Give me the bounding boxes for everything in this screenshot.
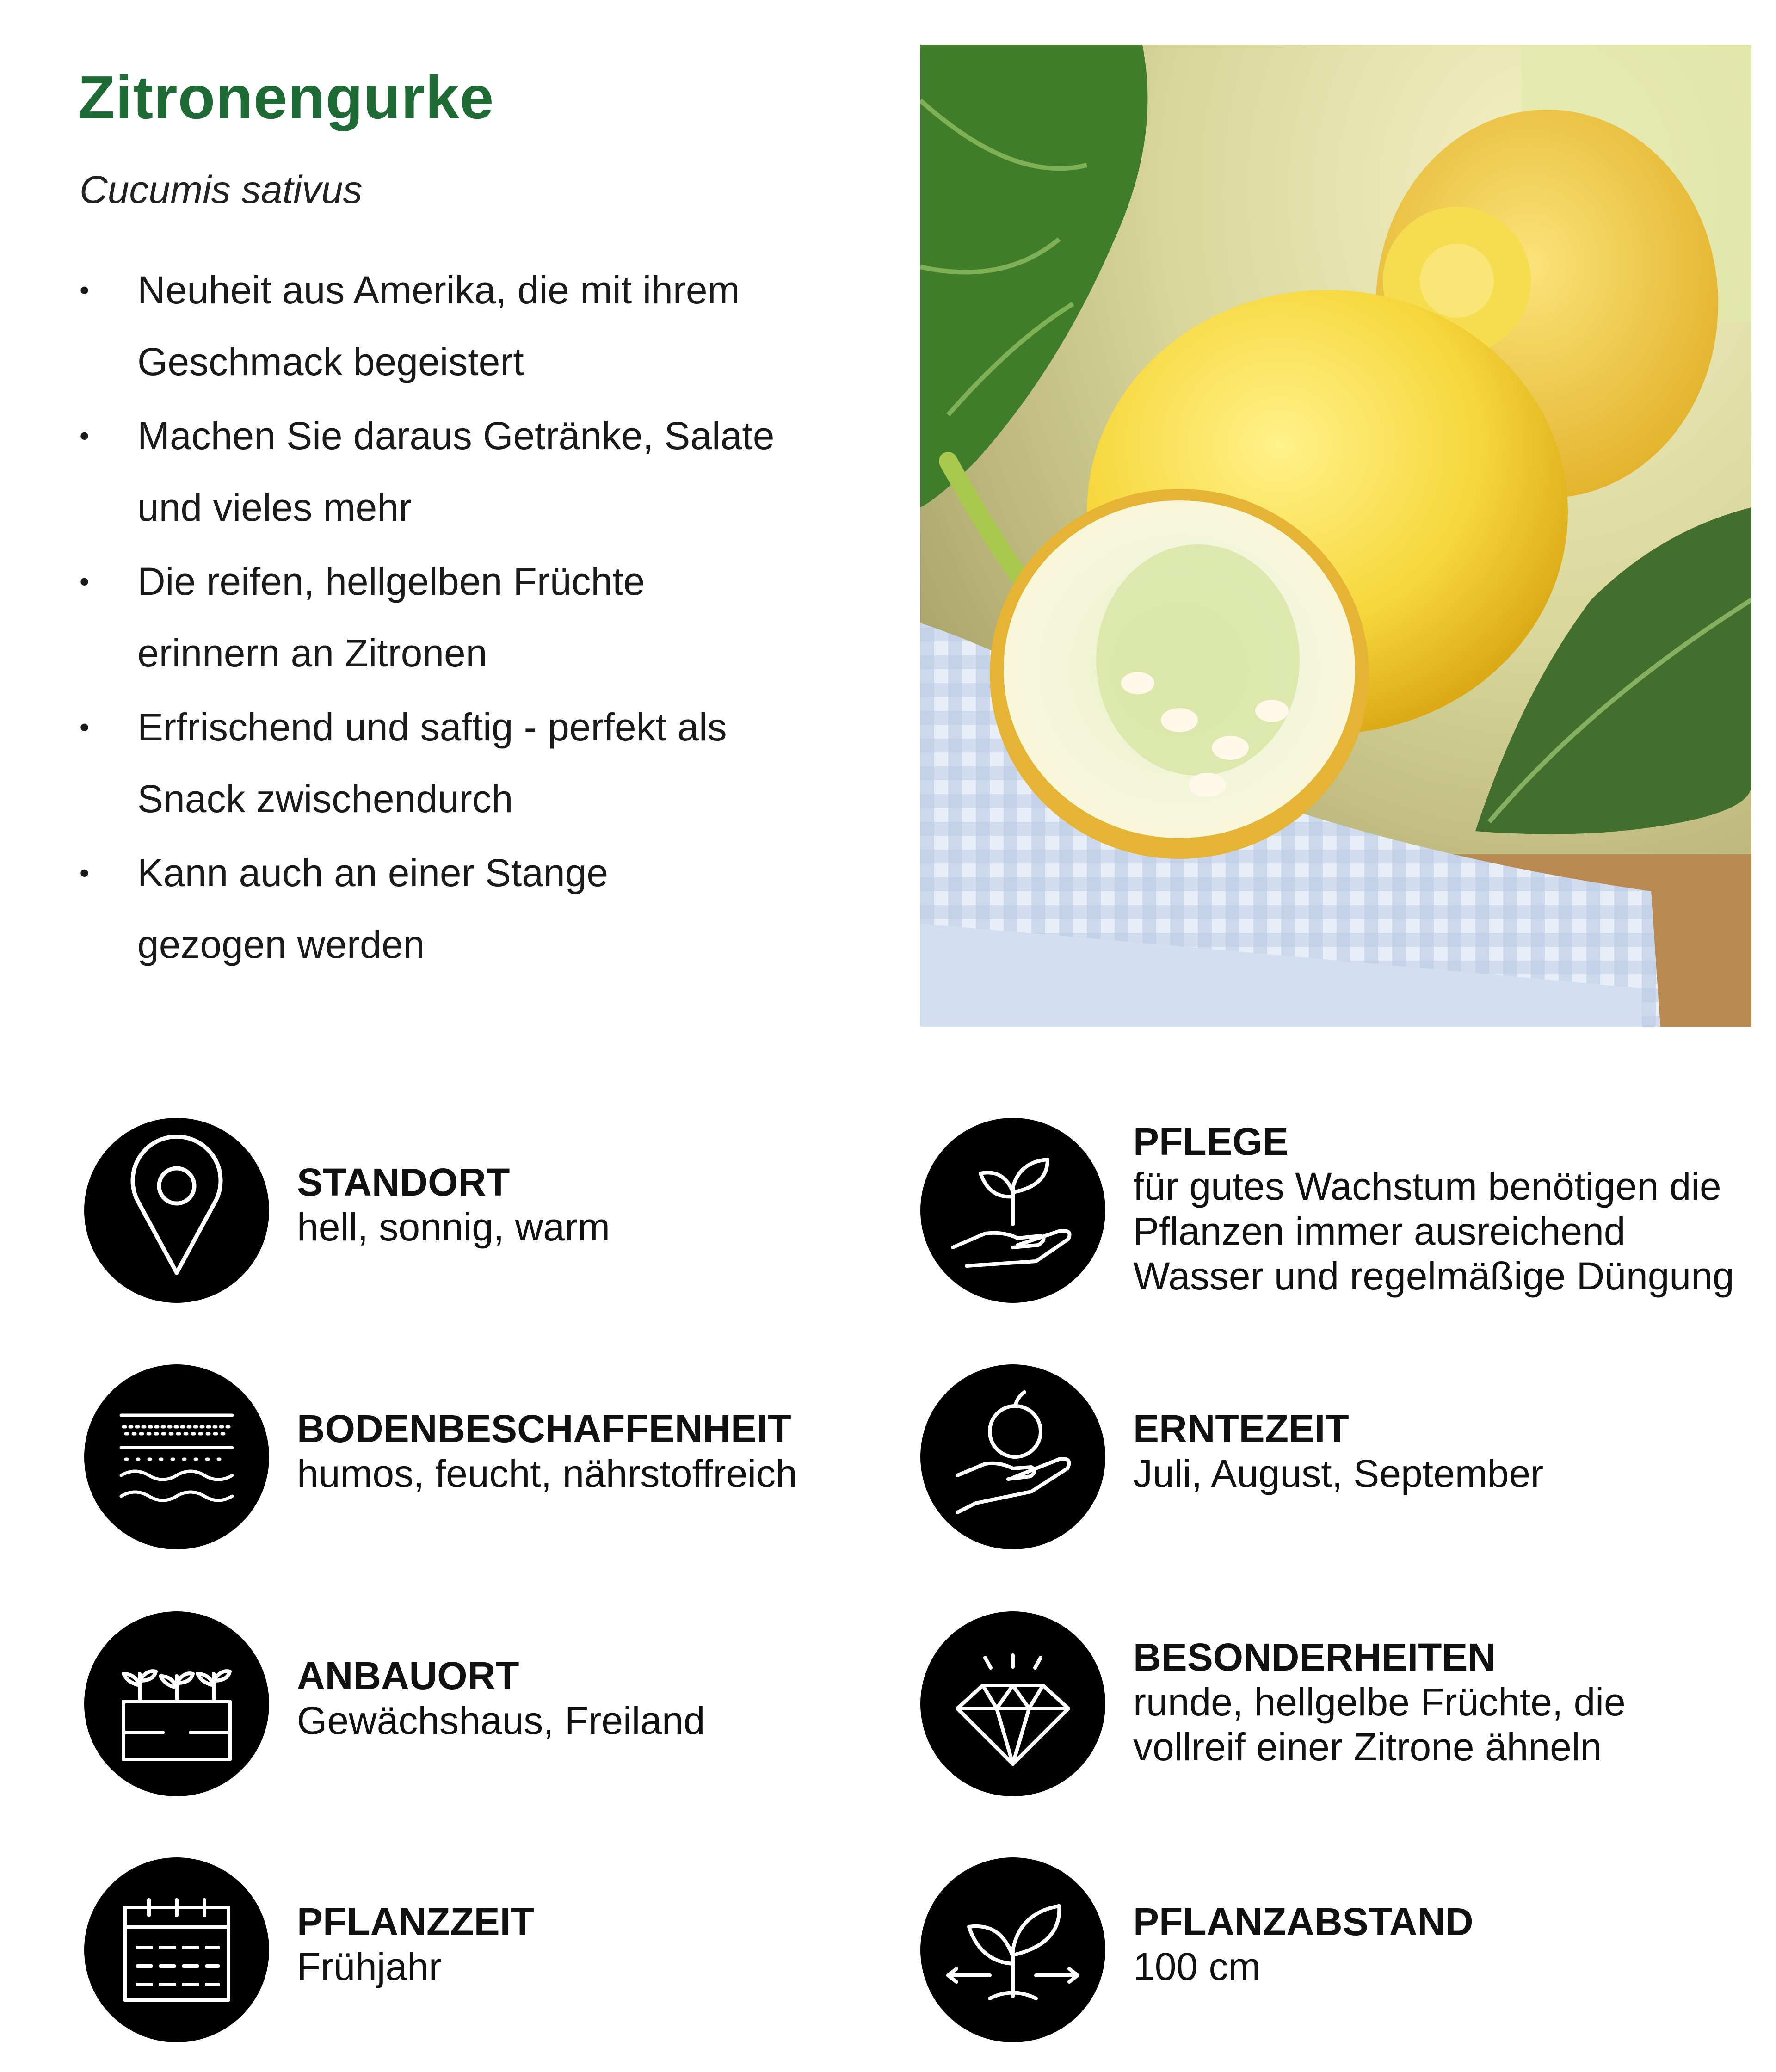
bullet-item (80, 691, 866, 835)
feature-heading: STANDORT (297, 1160, 510, 1204)
latin-name: Cucumis sativus (80, 168, 363, 211)
bullet-dot: • (80, 712, 90, 743)
diamond-icon (920, 1611, 1105, 1796)
feature-anbauort (84, 1611, 917, 1796)
bullet-line: Kann auch an einer Stange (137, 851, 609, 894)
feature-text: hell, sonnig, warm (297, 1205, 610, 1249)
feature-pflanzzeit (84, 1857, 917, 2042)
bullet-line: gezogen werden (137, 923, 425, 966)
bullet-line: Snack zwischendurch (137, 777, 513, 820)
bullet-line: Geschmack begeistert (137, 340, 524, 383)
feature-standort (84, 1118, 917, 1303)
feature-heading: PFLEGE (1133, 1120, 1289, 1163)
feature-heading: ANBAUORT (297, 1654, 519, 1697)
plant-spacing-icon (920, 1857, 1105, 2042)
feature-text: Pflanzen immer ausreichend (1133, 1209, 1626, 1253)
feature-heading: BODENBESCHAFFENHEIT (297, 1407, 791, 1450)
location-pin-icon (84, 1118, 269, 1303)
bullet-dot: • (80, 420, 90, 451)
seedling-hand-icon (920, 1118, 1105, 1303)
calendar-icon (84, 1857, 269, 2042)
feature-text: Frühjahr (297, 1945, 442, 1988)
feature-pflanzabstand (920, 1857, 1753, 2042)
feature-pflege (920, 1118, 1753, 1303)
bullet-line: Machen Sie daraus Getränke, Salate (137, 414, 775, 457)
feature-erntezeit (920, 1364, 1753, 1549)
bullet-dot: • (80, 275, 90, 306)
product-title: Zitronengurke (78, 63, 494, 131)
feature-heading: PFLANZZEIT (297, 1900, 535, 1943)
feature-text: Gewächshaus, Freiland (297, 1699, 705, 1742)
soil-layers-icon (84, 1364, 269, 1549)
bullet-line: Erfrischend und saftig - perfekt als (137, 705, 727, 749)
feature-text: Juli, August, September (1133, 1452, 1544, 1495)
feature-bullet-list (80, 254, 866, 983)
feature-text: humos, feucht, nährstoffreich (297, 1452, 797, 1495)
feature-text: runde, hellgelbe Früchte, die (1133, 1680, 1626, 1724)
bullet-line: und vieles mehr (137, 486, 412, 529)
bullet-item (80, 400, 866, 543)
lemon-cucumber-illustration (920, 45, 1751, 1027)
feature-heading: PFLANZABSTAND (1133, 1900, 1474, 1943)
feature-heading: BESONDERHEITEN (1133, 1635, 1496, 1679)
bullet-line: erinnern an Zitronen (137, 631, 487, 675)
product-photo (920, 45, 1751, 1027)
bullet-line: Die reifen, hellgelben Früchte (137, 560, 645, 603)
bullet-dot: • (80, 566, 90, 597)
feature-boden (84, 1364, 917, 1549)
feature-text: vollreif einer Zitrone ähneln (1133, 1725, 1602, 1769)
feature-text: Wasser und regelmäßige Düngung (1133, 1254, 1734, 1298)
feature-besonderheiten (920, 1611, 1753, 1796)
fruit-hand-icon (920, 1364, 1105, 1549)
feature-text: für gutes Wachstum benötigen die (1133, 1165, 1721, 1208)
bullet-line: Neuheit aus Amerika, die mit ihrem (137, 268, 740, 312)
bullet-item (80, 837, 866, 980)
bullet-item (80, 254, 866, 398)
planter-box-icon (84, 1611, 269, 1796)
bullet-item (80, 546, 866, 689)
bullet-dot: • (80, 857, 90, 888)
feature-text: 100 cm (1133, 1945, 1261, 1988)
feature-heading: ERNTEZEIT (1133, 1407, 1349, 1450)
